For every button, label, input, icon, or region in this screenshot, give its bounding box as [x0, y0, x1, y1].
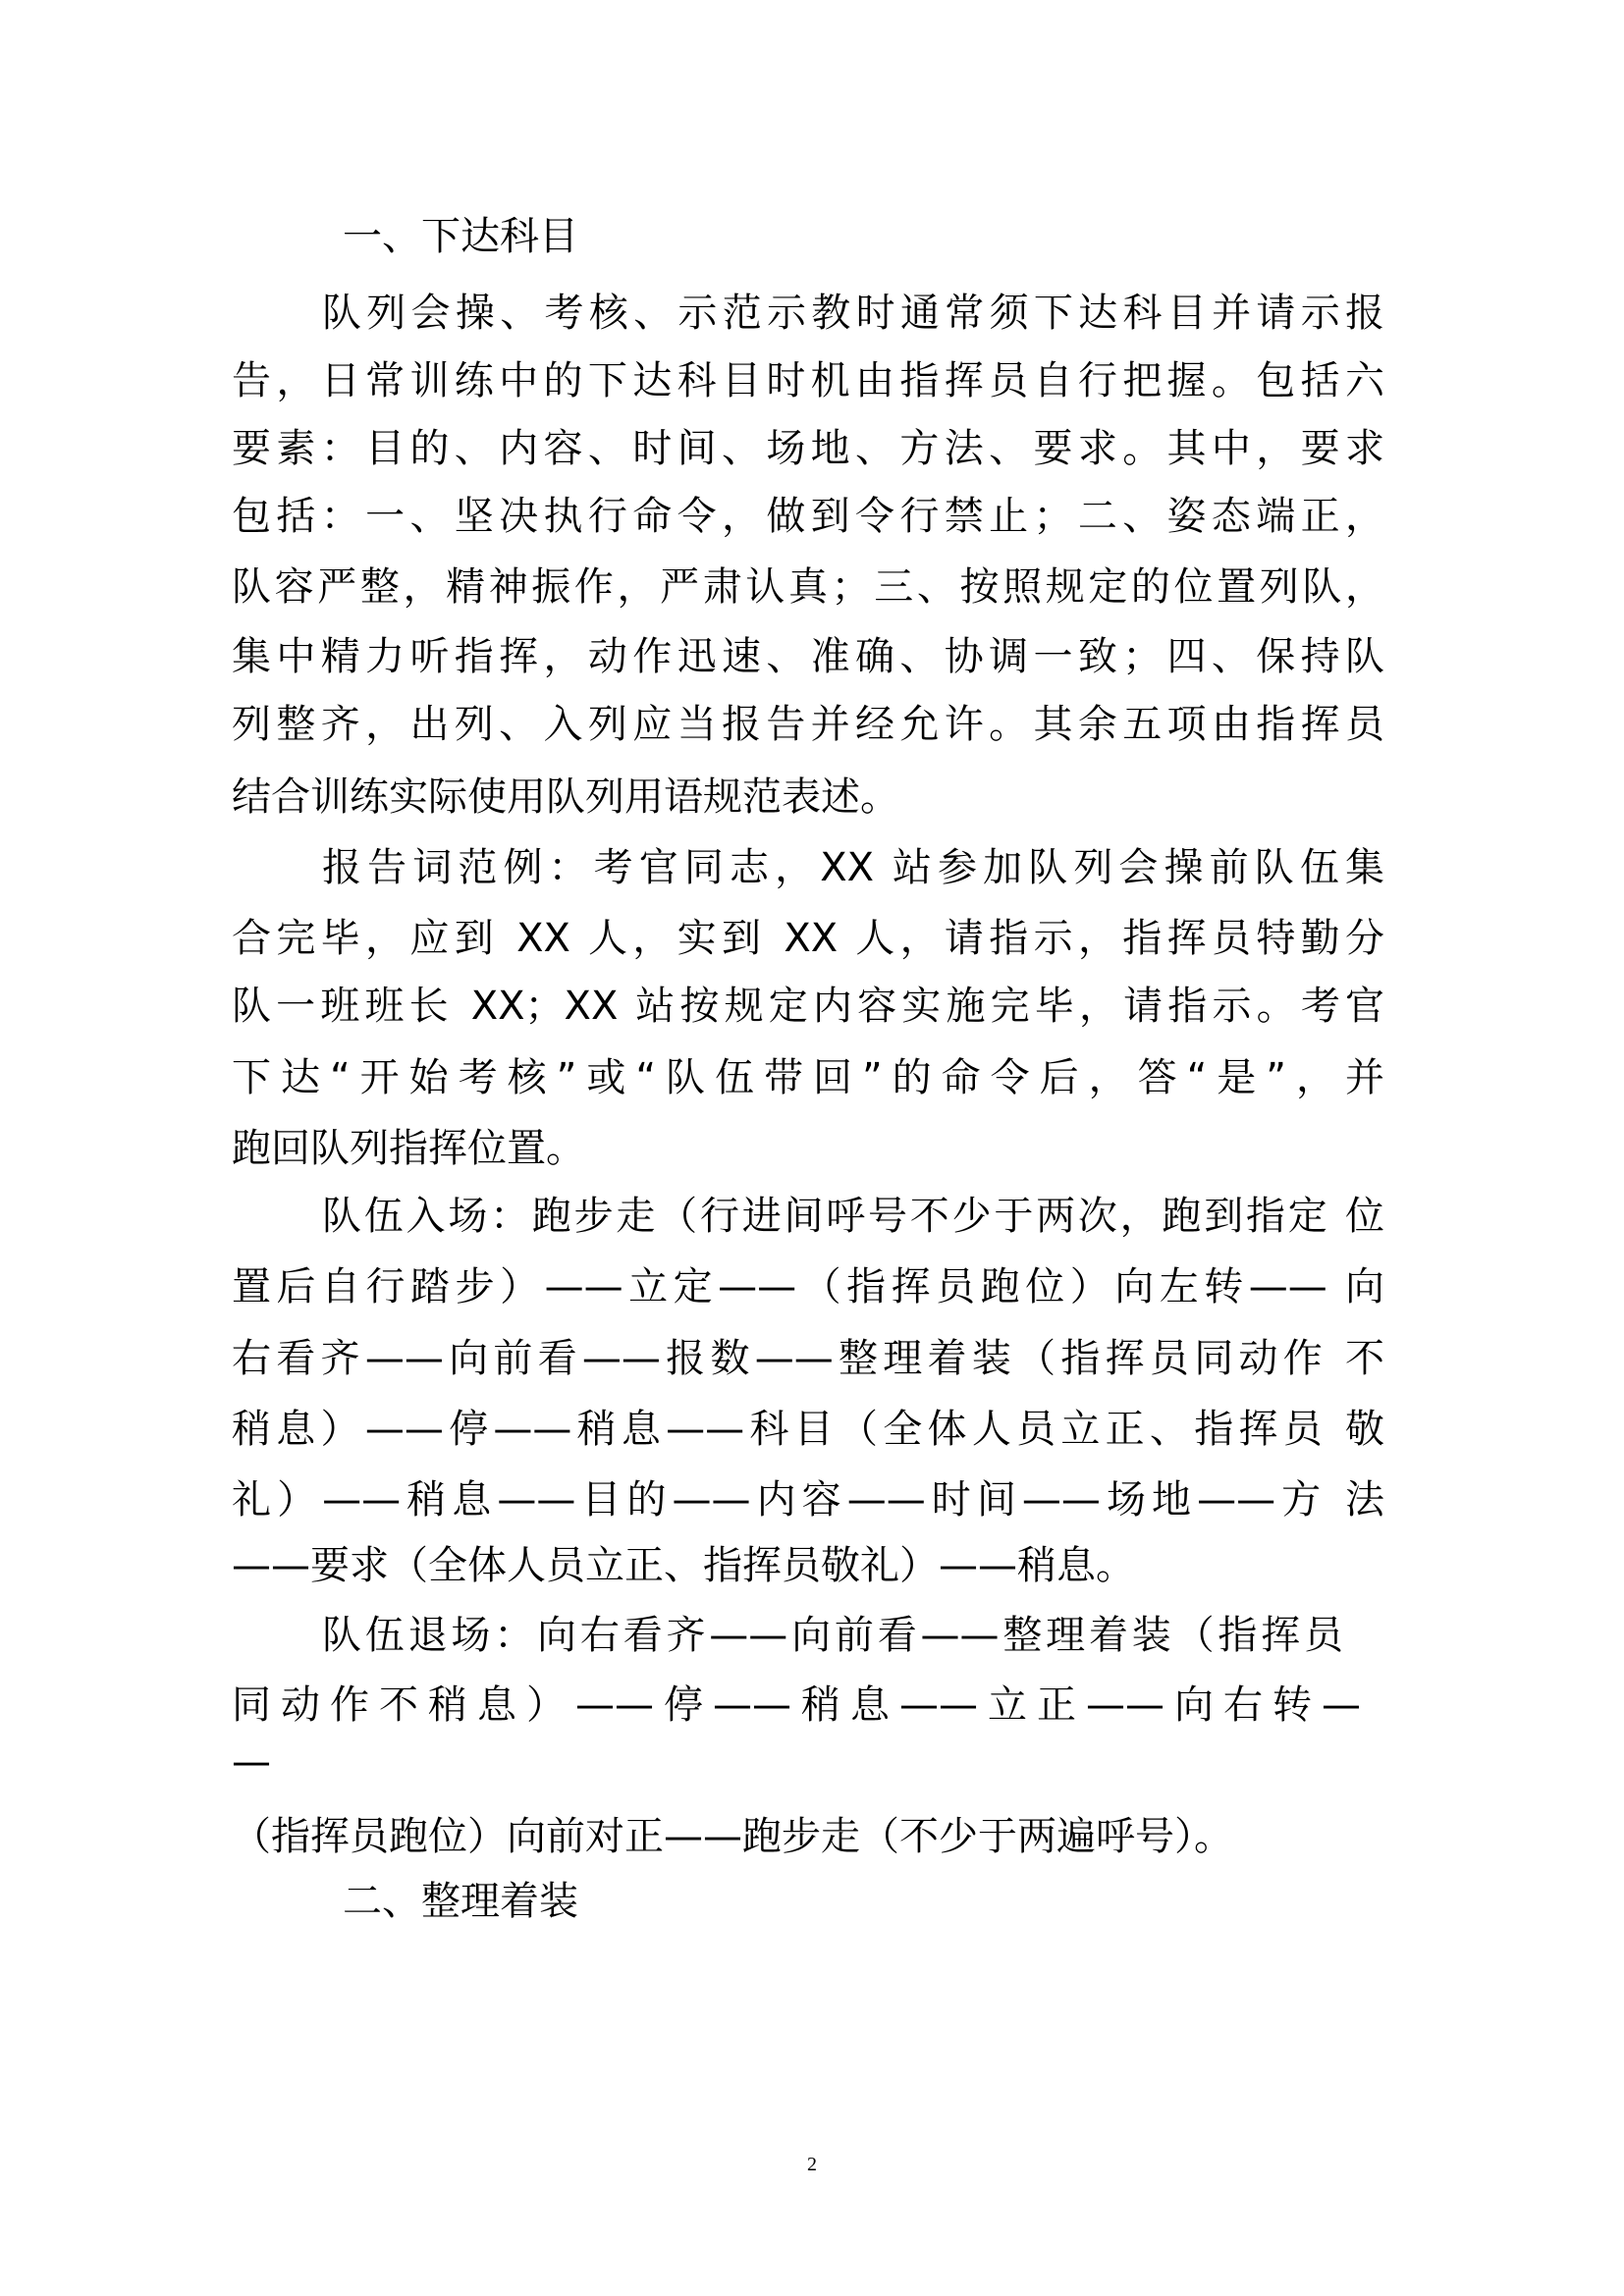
text-line: 告，日常训练中的下达科目时机由指挥员自行把握。包括六: [232, 358, 1384, 403]
text-line: 同动作不稍息）——停——稍息——立正——向右转—: [232, 1682, 1361, 1728]
text-line: 队伍入场：跑步走（行进间呼号不少于两次，跑到指定 位: [322, 1194, 1384, 1239]
text-line: 要素：目的、内容、时间、场地、方法、要求。其中，要求: [232, 426, 1384, 471]
text-line: 稍息）——停——稍息——科目（全体人员立正、指挥员 敬: [232, 1407, 1384, 1452]
text-line: 跑回队列指挥位置。: [232, 1126, 585, 1171]
section-heading-1: 一、下达科目: [343, 214, 578, 259]
section-heading-2: 二、整理着装: [343, 1879, 578, 1924]
page-number: 2: [807, 2154, 817, 2175]
text-line: 列整齐，出列、入列应当报告并经允许。其余五项由指挥员: [232, 702, 1384, 747]
text-line: 礼）——稍息——目的——内容——时间——场地——方 法: [232, 1477, 1384, 1522]
text-line: ——要求（全体人员立正、指挥员敬礼）——稍息。: [232, 1543, 1135, 1588]
text-line: 队列会操、考核、示范示教时通常须下达科目并请示报: [322, 291, 1384, 336]
text-line: 队容严整，精神振作，严肃认真；三、按照规定的位置列队，: [232, 564, 1384, 610]
text-line: 下达“开始考核”或“队伍带回”的命令后，答“是”，并: [232, 1055, 1384, 1100]
text-line: 右看齐——向前看——报数——整理着装（指挥员同动作 不: [232, 1336, 1384, 1381]
text-line: 包括：一、坚决执行命令，做到令行禁止；二、姿态端正，: [232, 494, 1384, 539]
text-line: 报告词范例：考官同志，XX 站参加队列会操前队伍集: [322, 845, 1384, 890]
text-line: 合完毕，应到 XX 人，实到 XX 人，请指示，指挥员特勤分: [232, 916, 1384, 961]
text-line: （指挥员跑位）向前对正——跑步走（不少于两遍呼号）。: [232, 1814, 1233, 1859]
text-line: —: [232, 1739, 271, 1785]
text-line: 队一班班长 XX；XX 站按规定内容实施完毕，请指示。考官: [232, 984, 1384, 1029]
text-line: 结合训练实际使用队列用语规范表述。: [232, 774, 899, 820]
text-line: 集中精力听指挥，动作迅速、准确、协调一致；四、保持队: [232, 634, 1384, 679]
text-line: 置后自行踏步）——立定——（指挥员跑位）向左转—— 向: [232, 1264, 1384, 1309]
text-line: 队伍退场：向右看齐——向前看——整理着装（指挥员: [322, 1613, 1343, 1658]
